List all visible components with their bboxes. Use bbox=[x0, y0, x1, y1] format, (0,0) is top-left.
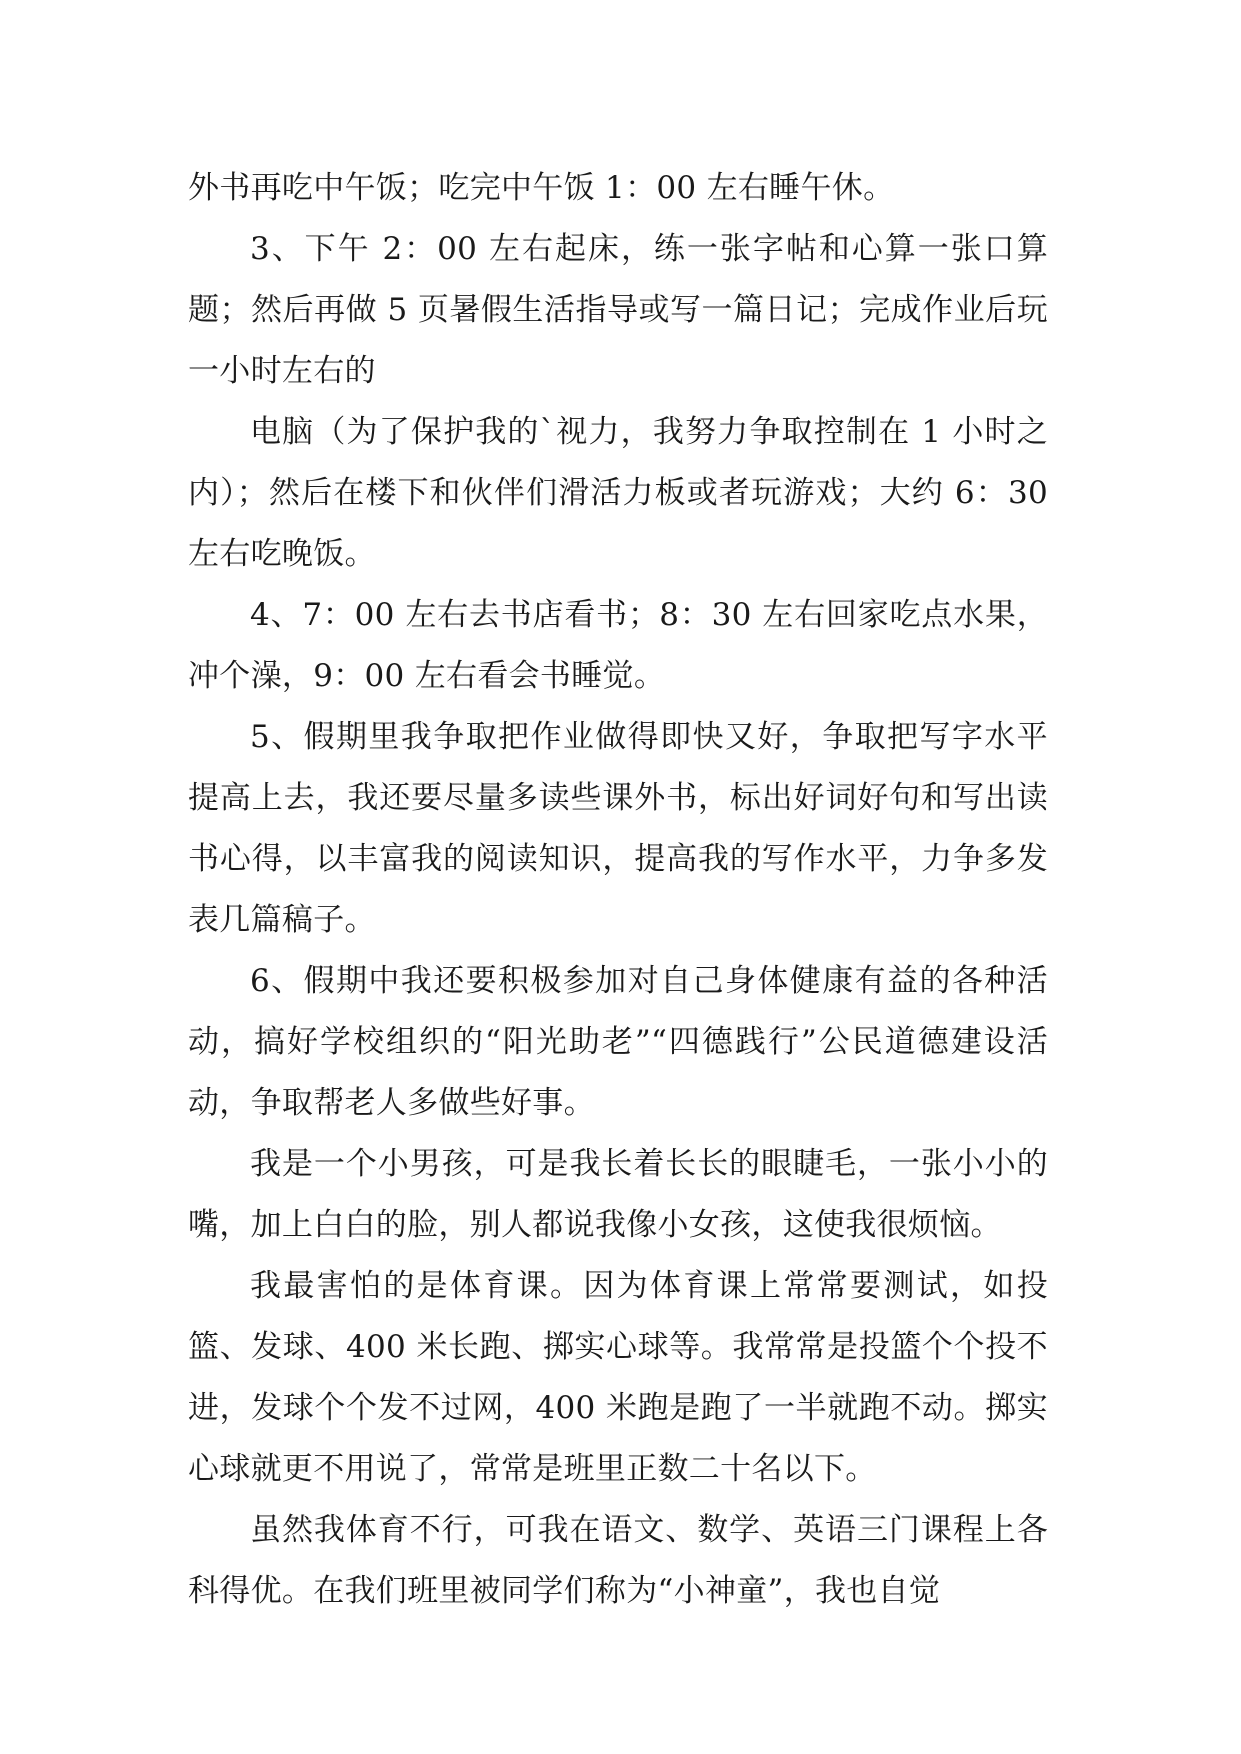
paragraph-2: 3、下午 2：00 左右起床，练一张字帖和心算一张口算题；然后再做 5 页暑假生活指导或写一篇日记；完成作业后玩一小时左右的 bbox=[188, 231, 1048, 389]
paragraph-4: 4、7：00 左右去书店看书；8：30 左右回家吃点水果，冲个澡，9：00 左右看会书睡觉。 bbox=[188, 597, 1048, 694]
paragraph-6: 6、假期中我还要积极参加对自己身体健康有益的各种活动，搞好学校组织的“阳光助老”“四德践行”公民道德建设活动，争取帮老人多做些好事。 bbox=[188, 963, 1048, 1121]
paragraph-8: 我最害怕的是体育课。因为体育课上常常要测试，如投篮、发球、400 米长跑、掷实心球等。我常常是投篮个个投不进，发球个个发不过网，400 米跑是跑了一半就跑不动。掷实心球就更不用说了，常常是班里正数二十名以下。 bbox=[188, 1268, 1048, 1487]
paragraph-5: 5、假期里我争取把作业做得即快又好，争取把写字水平提高上去，我还要尽量多读些课外书，标出好词好句和写出读书心得，以丰富我的阅读知识，提高我的写作水平，力争多发表几篇稿子。 bbox=[188, 719, 1048, 938]
paragraph-9: 虽然我体育不行，可我在语文、数学、英语三门课程上各科得优。在我们班里被同学们称为“小神童”，我也自觉 bbox=[188, 1512, 1048, 1609]
paragraph-3: 电脑（为了保护我的`视力，我努力争取控制在 1 小时之内）；然后在楼下和伙伴们滑活力板或者玩游戏；大约 6：30 左右吃晚饭。 bbox=[188, 414, 1048, 572]
document-body bbox=[188, 158, 1048, 1622]
paragraph-1: 外书再吃中午饭；吃完中午饭 1：00 左右睡午休。 bbox=[188, 170, 895, 206]
paragraph-7: 我是一个小男孩，可是我长着长长的眼睫毛，一张小小的嘴，加上白白的脸，别人都说我像小女孩，这使我很烦恼。 bbox=[188, 1146, 1048, 1243]
